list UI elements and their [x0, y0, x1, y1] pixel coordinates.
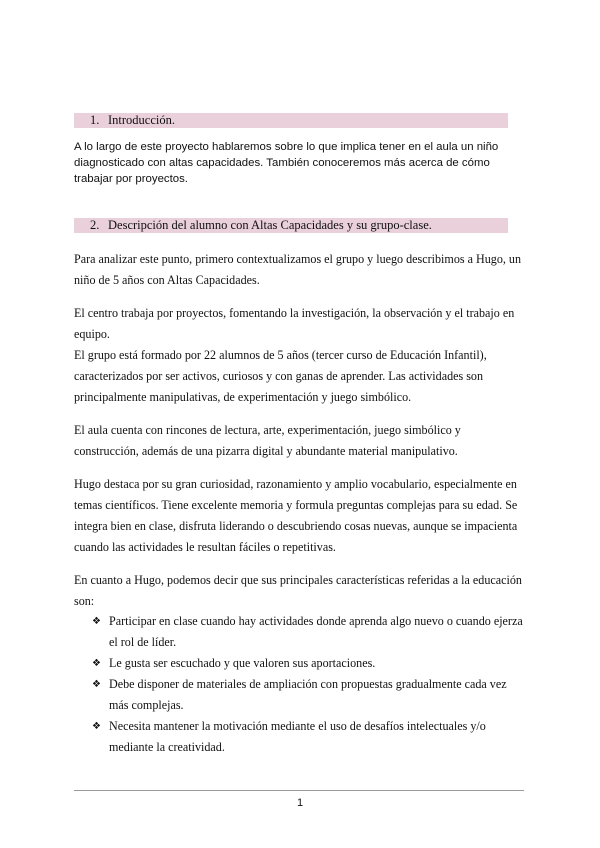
list-item-text: Participar en clase cuando hay actividades donde aprenda algo nuevo o cuando ejerza el rol de líder. — [109, 614, 523, 649]
diamond-bullet-icon: ❖ — [92, 721, 101, 732]
paragraph-aula: El aula cuenta con rincones de lectura, arte, experimentación, juego simbólico y construcción, además de una pizarra digital y abundante material manipulativo. — [74, 423, 461, 458]
characteristics-list — [92, 611, 526, 758]
paragraph-caracteristicas: En cuanto a Hugo, podemos decir que sus principales características referidas a la educación son: — [74, 573, 522, 608]
diamond-bullet-icon: ❖ — [92, 658, 101, 669]
diamond-bullet-icon: ❖ — [92, 679, 101, 690]
intro-paragraph: A lo largo de este proyecto hablaremos sobre lo que implica tener en el aula un niño diagnosticado con altas capacidades. También conoceremos más acerca de cómo trabajar por proyectos. — [74, 141, 499, 185]
paragraph-hugo: Hugo destaca por su gran curiosidad, razonamiento y amplio vocabulario, especialmente en temas científicos. Tiene excelente memoria y formula preguntas complejas para su edad. Se integra bien en clase, disfruta liderando o descubriendo cosas nuevas, aunque se impacienta cuando las actividades le resultan fáciles o repetitivas. — [74, 477, 518, 554]
heading-number: 2. — [90, 218, 100, 232]
list-item — [92, 611, 526, 653]
section-heading-descripcion — [74, 218, 508, 233]
list-item-text: Necesita mantener la motivación mediante el uso de desafíos intelectuales y/o mediante la creatividad. — [109, 719, 486, 754]
heading-text: Descripción del alumno con Altas Capacidades y su grupo-clase. — [108, 218, 432, 232]
paragraph-context: Para analizar este punto, primero contextualizamos el grupo y luego describimos a Hugo, un niño de 5 años con Altas Capacidades. — [74, 252, 522, 287]
list-item — [92, 674, 526, 716]
diamond-bullet-icon: ❖ — [92, 616, 101, 627]
list-item — [92, 716, 526, 758]
page-number: 1 — [296, 797, 304, 809]
paragraph-centro: El centro trabaja por proyectos, fomentando la investigación, la observación y el trabajo en equipo. — [74, 306, 515, 341]
heading-text: Introducción. — [108, 113, 175, 127]
footer-divider — [74, 790, 524, 791]
section-heading-introduccion — [74, 113, 508, 128]
list-item-text: Debe disponer de materiales de ampliación con propuestas gradualmente cada vez más complejas. — [109, 677, 507, 712]
list-item — [92, 653, 526, 674]
list-item-text: Le gusta ser escuchado y que valoren sus aportaciones. — [109, 656, 376, 670]
paragraph-grupo: El grupo está formado por 22 alumnos de 5 años (tercer curso de Educación Infantil), caracterizados por ser activos, curiosos y con ganas de aprender. Las actividades son principalmente manipulativas, de experimentación y juego simbólico. — [74, 348, 487, 404]
heading-number: 1. — [90, 113, 100, 127]
